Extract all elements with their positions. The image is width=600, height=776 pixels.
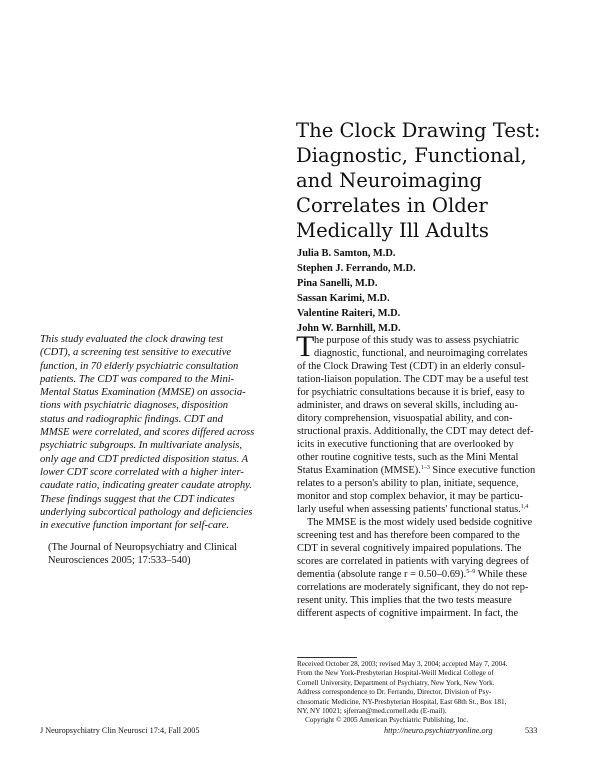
body-line: ditory comprehension, visuospatial ability, and con- (297, 413, 513, 424)
footnote-line: Received October 28, 2003; revised May 3, 2004; accepted May 7, 2004. (297, 660, 508, 668)
body-line (297, 464, 542, 477)
body-line: other routine cognitive tests, such as the Mini Mental (297, 452, 519, 463)
body-line (297, 503, 542, 516)
body-line-text: Status Examination (MMSE). (297, 465, 421, 476)
body-line: icits in executive functioning that are overlooked by (297, 439, 514, 450)
author: Stephen J. Ferrando, M.D. (297, 263, 416, 274)
title-line: Medically Ill Adults (296, 219, 489, 242)
author: John W. Barnhill, M.D. (297, 323, 401, 334)
abstract-line: (CDT), a screening test sensitive to executive (40, 347, 232, 359)
footnote-line: NY, NY 10021; sjferran@med.cornell.edu (E-mail). (297, 707, 447, 716)
body-line: tation-liaison population. The CDT may be a useful test (297, 374, 529, 385)
abstract-line: Mental Status Examination (MMSE) on associa- (40, 387, 246, 399)
body-line-text: larly useful when assessing patients' functional status. (297, 504, 521, 515)
abstract (40, 333, 283, 532)
abstract-line: underlying subcortical pathology and deficiencies (40, 506, 253, 518)
abstract-line: MMSE were correlated, and scores differed across (40, 427, 255, 439)
footnote-line: From the New York-Presbyterian Hospital-Weill Medical College of (297, 669, 494, 678)
abstract-line: lower CDT score correlated with a higher inter- (40, 466, 244, 478)
abstract-line: caudate ratio, indicating greater caudate atrophy. (40, 480, 252, 492)
body-line: different aspects of cognitive impairment. In fact, the (297, 608, 519, 619)
journal-footer: J Neuropsychiatry Clin Neurosci 17:4, Fall 2005 (40, 726, 200, 735)
footnote-line: Cornell University, Department of Psychiatry, New York, New York. (297, 678, 495, 687)
body-text (296, 330, 542, 620)
body-line: administer, and draws on several skills, including au- (297, 400, 518, 411)
abstract-line: psychiatric subgroups. In multivariate analysis, (40, 440, 243, 452)
body-line: structional praxis. Additionally, the CDT may detect def- (297, 426, 534, 437)
title-line: Correlates in Older (296, 194, 488, 217)
abstract-line: function, in 70 elderly psychiatric consultation (40, 360, 239, 372)
abstract-line: tions with psychiatric diagnoses, disposition (40, 400, 229, 412)
journal-citation (40, 541, 290, 567)
body-line: monitor and stop complex behavior, it may be particu- (297, 491, 524, 502)
abstract-line: This study evaluated the clock drawing test (40, 334, 224, 345)
body-line: CDT in several cognitively impaired populations. The (297, 543, 522, 554)
body-line-text: dementia (absolute range r = 0.50–0.69). (297, 569, 467, 580)
body-line: resent unity. This implies that the two tests measure (297, 595, 512, 606)
title-line: Diagnostic, Functional, (296, 144, 527, 167)
page-number: 533 (525, 726, 538, 735)
author: Pina Sanelli, M.D. (297, 278, 378, 289)
body-line: diagnostic, functional, and neuroimaging correlates (314, 348, 528, 359)
author: Sassan Karimi, M.D. (297, 293, 390, 304)
body-line-text: While these (475, 569, 527, 580)
citation-line: Neurosciences 2005; 17:533–540) (48, 555, 191, 566)
article-title (296, 118, 586, 243)
body-line-text: Since executive function (429, 465, 536, 476)
abstract-line: patients. The CDT was compared to the Mini- (40, 373, 235, 385)
reference-superscript: 1,4 (520, 504, 529, 510)
drop-cap: T (296, 330, 315, 363)
copyright-line: Copyright © 2005 American Psychiatric Publishing, Inc. (305, 716, 469, 725)
body-line: for psychiatric consultations because it is brief, easy to (297, 387, 525, 398)
abstract-line: These findings suggest that the CDT indicates (40, 493, 235, 505)
abstract-line: only age and CDT predicted disposition status. A (40, 453, 249, 465)
body-line: he purpose of this study was to assess psychiatric (314, 335, 519, 346)
body-line: relates to a person's ability to plan, initiate, sequence, (297, 478, 519, 489)
author: Valentine Raiteri, M.D. (297, 308, 401, 319)
title-line: and Neuroimaging (296, 169, 483, 192)
footnote-line: chosomatic Medicine, NY-Presbyterian Hospital, East 68th St., Box 181, (297, 697, 507, 706)
footnote-divider (297, 657, 357, 658)
abstract-line: in executive function important for self-care. (40, 520, 230, 532)
reference-superscript: 1–3 (420, 465, 430, 471)
body-line: of the Clock Drawing Test (CDT) in an elderly consul- (297, 361, 525, 372)
footnote-line: Address correspondence to Dr. Ferrando, Director, Division of Psy- (297, 688, 492, 697)
body-line: screening test and has therefore been compared to the (297, 530, 520, 541)
body-line: correlations are moderately significant, they do not rep- (297, 582, 529, 593)
author: Julia B. Samton, M.D. (297, 248, 396, 259)
abstract-line: status and radiographic findings. CDT and (40, 413, 223, 425)
citation-line: (The Journal of Neuropsychiatry and Clinical (48, 542, 237, 553)
author-list (297, 246, 587, 336)
body-line (297, 568, 542, 581)
title-line: The Clock Drawing Test: (296, 119, 541, 142)
reference-superscript: 5–9 (466, 569, 476, 575)
journal-url-link[interactable]: http://neuro.psychiatryonline.org (384, 726, 493, 735)
body-line: scores are correlated in patients with varying degrees of (297, 556, 529, 567)
body-line: The MMSE is the most widely used bedside cognitive (307, 517, 533, 528)
footnote (297, 660, 547, 726)
